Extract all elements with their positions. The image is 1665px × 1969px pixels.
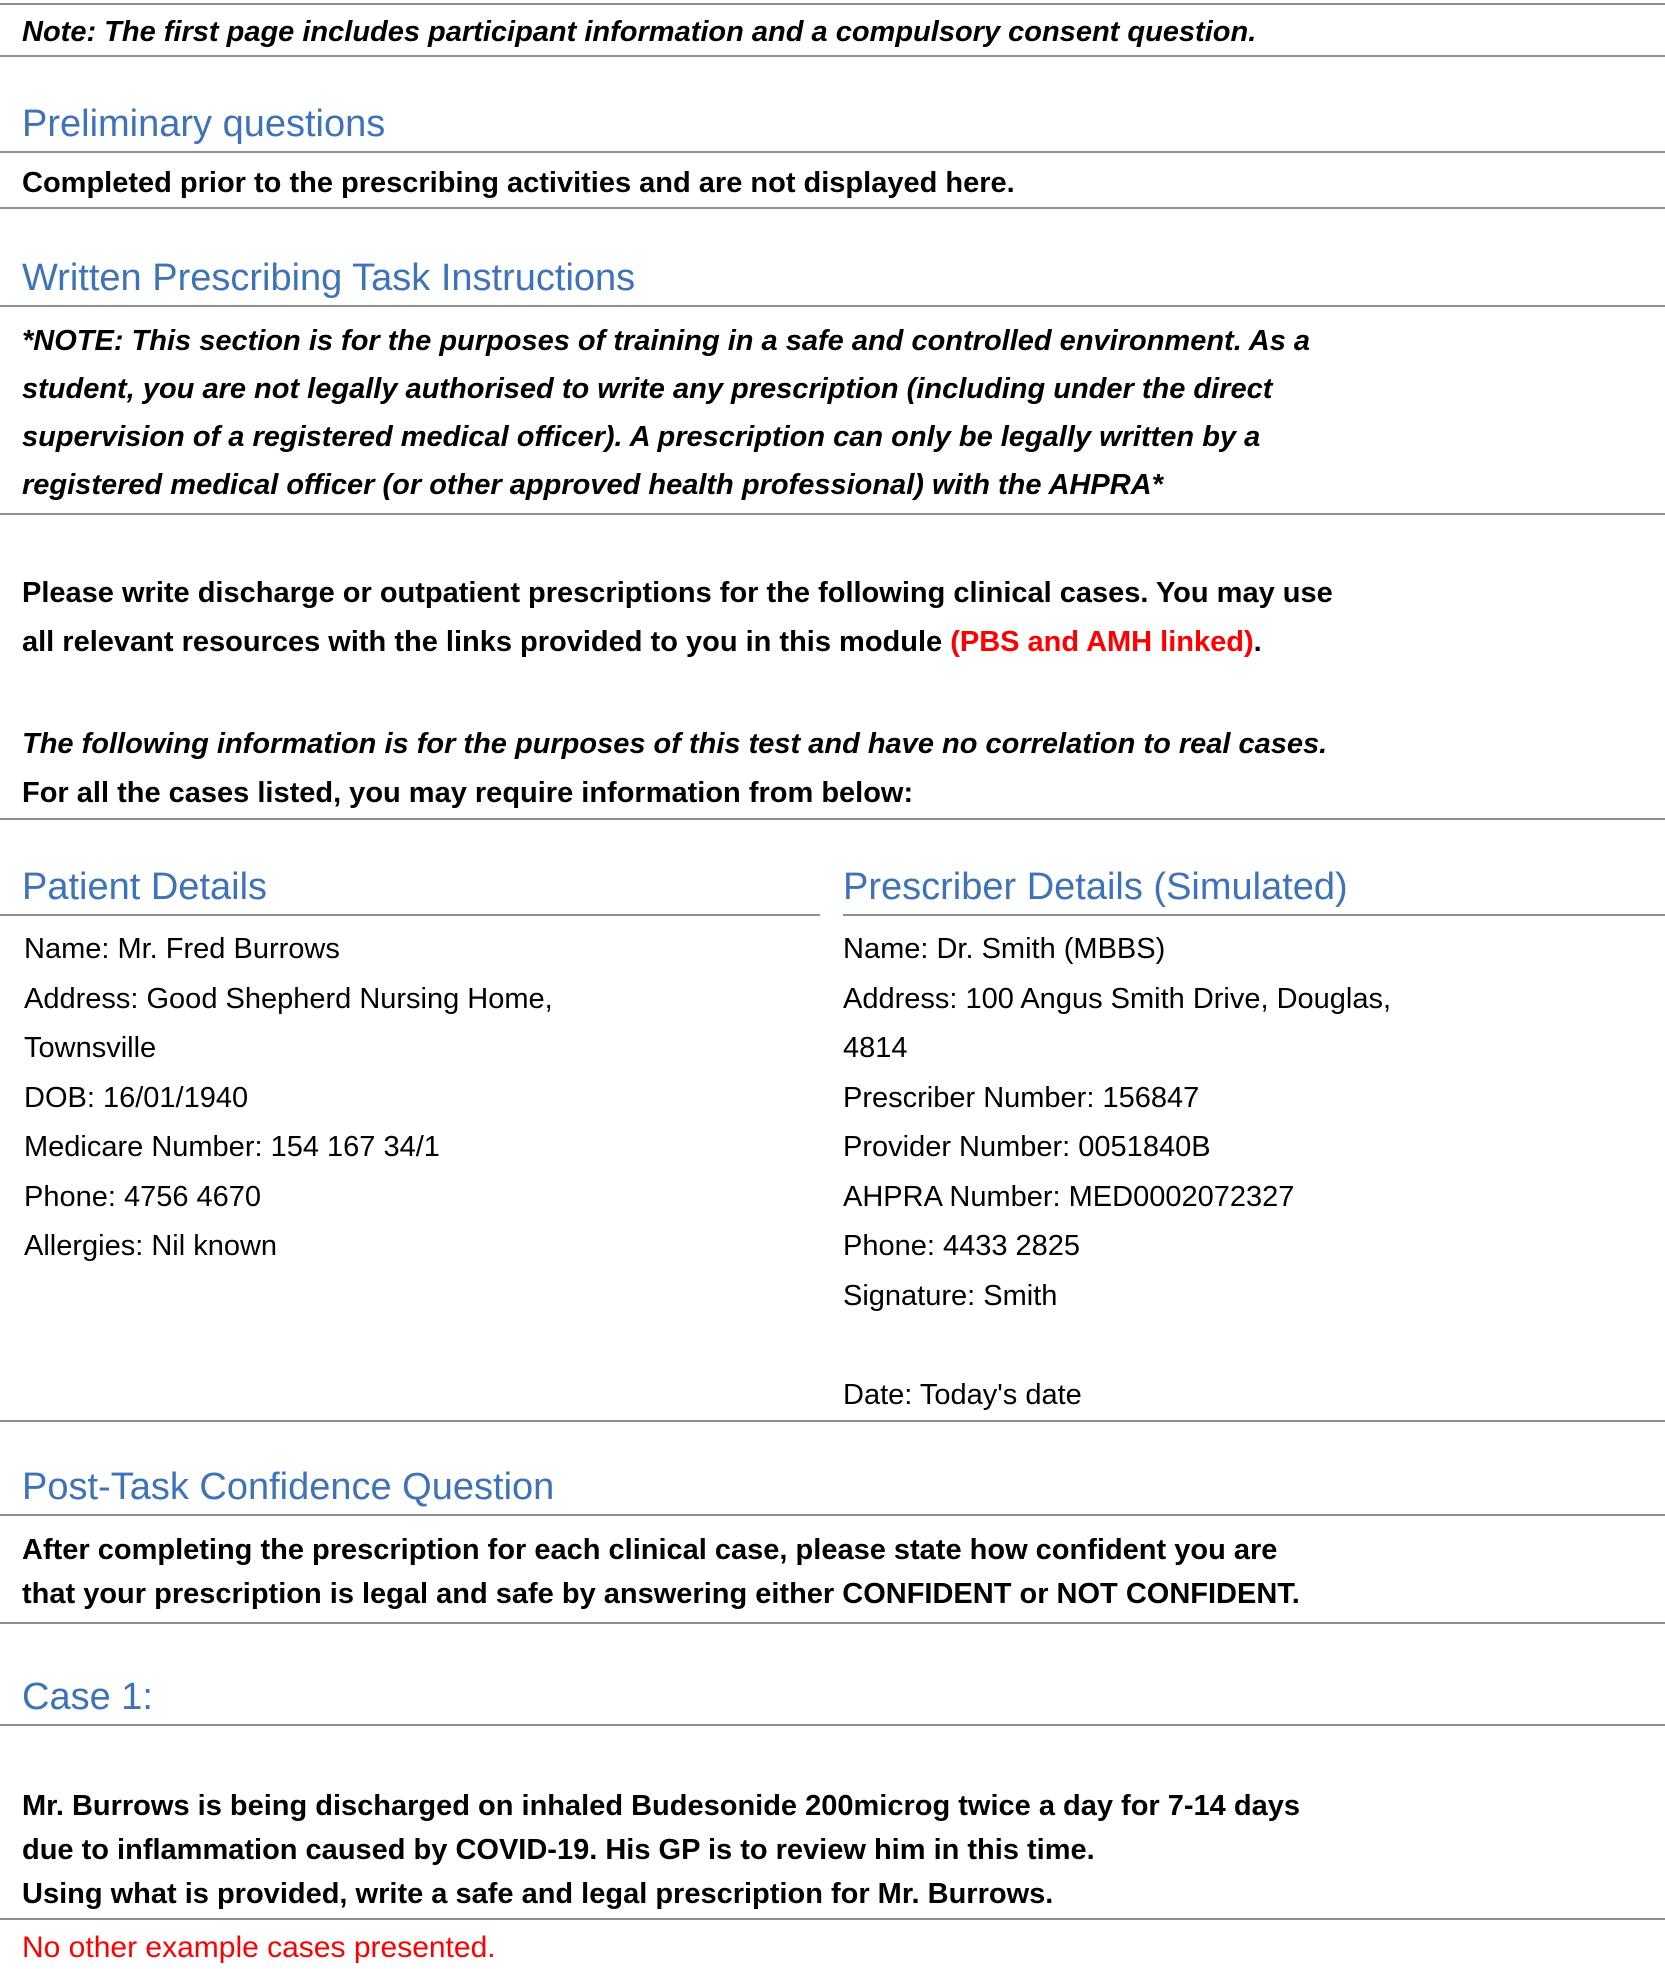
patient-detail-line: Medicare Number: 154 167 34/1 [24,1131,440,1163]
disclaimer-italic-line: The following information is for the purposes of this test and have no correlation to real cases. [22,728,1328,760]
confidence-question-body [0,1516,1665,1624]
patient-detail-line: Townsville [24,1032,157,1064]
note-banner [0,3,1665,57]
task-instructions-heading: Written Prescribing Task Instructions [0,255,1665,307]
legal-note-line: *NOTE: This section is for the purposes of training in a safe and controlled environment. As a [22,325,1311,357]
legal-note-line: supervision of a registered medical officer). A prescription can only be legally written by a [22,421,1261,453]
case1-body-line: Using what is provided, write a safe and legal prescription for Mr. Burrows. [22,1878,1054,1910]
prescriber-detail-line: Date: Today's date [843,1378,1082,1411]
patient-detail-line: Name: Mr. Fred Burrows [24,933,340,965]
preliminary-body-text: Completed prior to the prescribing activities and are not displayed here. [22,167,1015,199]
preliminary-questions-body [0,153,1665,209]
patient-details-heading: Patient Details [0,864,820,916]
pbs-amh-highlight: (PBS and AMH linked) [950,626,1254,658]
prescriber-detail-line: Signature: Smith [843,1279,1058,1312]
case1-body-line: due to inflammation caused by COVID-19. His GP is to review him in this time. [22,1834,1095,1866]
case1-body-line: Mr. Burrows is being discharged on inhaled Budesonide 200microg twice a day for 7-14 days [22,1790,1300,1822]
patient-details-list [0,916,820,1272]
case1-body [0,1726,1665,1920]
case1-heading: Case 1: [0,1674,1665,1726]
case1-footnote-text: No other example cases presented. [22,1931,496,1964]
request-line-2-period: . [1253,626,1262,658]
patient-detail-line: Allergies: Nil known [24,1230,278,1262]
prescriber-detail-blank-line [843,1321,1665,1371]
note-banner-text: Note: The first page includes participant information and a compulsory consent question. [22,16,1257,48]
prescriber-detail-line: Prescriber Number: 156847 [843,1081,1200,1114]
details-columns [0,820,1665,1422]
case1-footnote-block [0,1920,1665,1969]
prescriber-detail-line: Name: Dr. Smith (MBBS) [843,933,1166,965]
legal-note-line: student, you are not legally authorised to write any prescription (including under the direct [22,373,1273,405]
prescriber-details-list [843,916,1665,1420]
patient-detail-line: Phone: 4756 4670 [24,1180,262,1213]
patient-details-section [0,820,820,1272]
patient-detail-line: DOB: 16/01/1940 [24,1081,249,1114]
request-line-2-text: all relevant resources with the links provided to you in this module [22,626,951,658]
prescriber-detail-line: Provider Number: 0051840B [843,1131,1211,1163]
confidence-line: that your prescription is legal and safe by answering either CONFIDENT or NOT CONFIDENT. [22,1578,1300,1610]
request-paragraph [0,515,1665,820]
prescriber-detail-line: 4814 [843,1032,908,1064]
prescriber-detail-line: Address: 100 Angus Smith Drive, Douglas, [843,982,1392,1015]
legal-note-line: registered medical officer (or other approved health professional) with the AHPRA* [22,469,1163,501]
request-line [22,618,1643,667]
confidence-question-heading: Post-Task Confidence Question [0,1464,1665,1516]
patient-detail-line: Address: Good Shepherd Nursing Home, [24,982,553,1015]
request-line: Please write discharge or outpatient prescriptions for the following clinical cases. You may use [22,577,1333,609]
legal-note-paragraph [0,307,1665,515]
prescriber-details-section [843,820,1665,1420]
preliminary-questions-heading: Preliminary questions [0,101,1665,153]
prescriber-detail-line: Phone: 4433 2825 [843,1230,1081,1262]
prescriber-details-heading: Prescriber Details (Simulated) [843,864,1665,916]
disclaimer-bold-line: For all the cases listed, you may require information from below: [22,777,914,809]
confidence-line: After completing the prescription for each clinical case, please state how confident you are [22,1534,1278,1566]
prescriber-detail-line: AHPRA Number: MED0002072327 [843,1180,1295,1213]
